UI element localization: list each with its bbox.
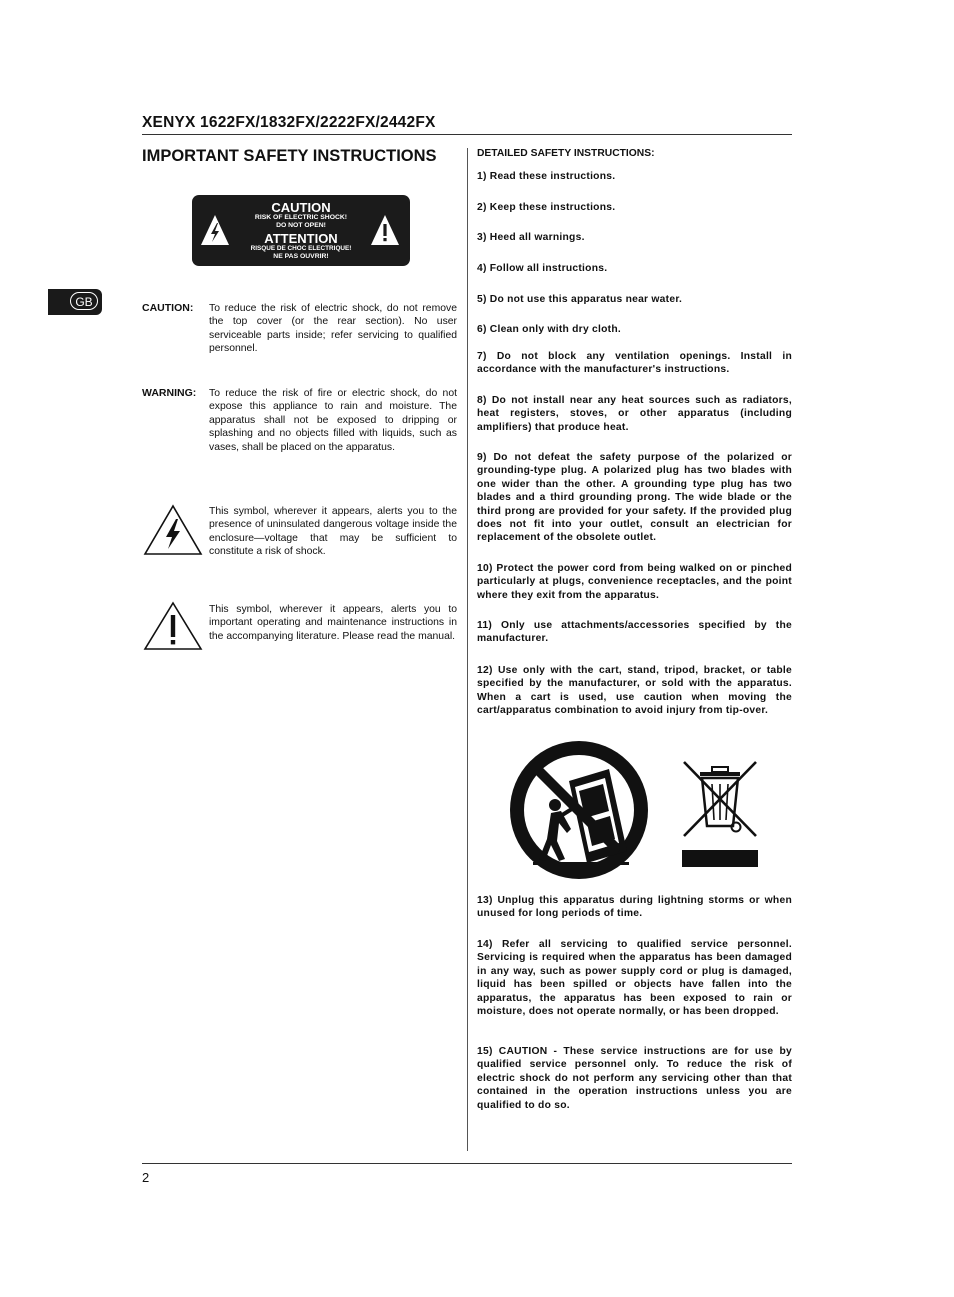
shock-symbol-text: This symbol, wherever it appears, alerts you to the presence of uninsulated dangerous voltage inside the enclosure—voltage that may be sufficient to constitute a risk of shock. xyxy=(209,506,457,558)
attention-risk-text: RISQUE DE CHOC ELECTRIQUE! xyxy=(250,245,352,252)
caution-label: CAUTION: xyxy=(142,302,194,314)
language-tab xyxy=(48,289,102,315)
attention-word: ATTENTION xyxy=(264,231,338,246)
instruction-item: 4) Follow all instructions. xyxy=(477,263,608,274)
attention-ne-pas-ouvrir: NE PAS OUVRIR! xyxy=(273,253,329,260)
warning-label: WARNING: xyxy=(142,387,197,399)
instruction-item: 1) Read these instructions. xyxy=(477,171,616,182)
exclamation-warning-icon xyxy=(370,213,400,247)
document-title: XENYX 1622FX/1832FX/2222FX/2442FX xyxy=(142,114,436,131)
caution-risk-text: RISK OF ELECTRIC SHOCK! xyxy=(254,214,348,221)
lightning-warning-icon xyxy=(200,213,230,247)
instruction-item: 7) Do not block any ventilation openings. Install in accordance with the manufacturer's instructions. xyxy=(477,351,792,376)
instruction-item: 2) Keep these instructions. xyxy=(477,202,616,213)
instruction-item: 3) Heed all warnings. xyxy=(477,232,585,243)
attention-symbol-text: This symbol, wherever it appears, alerts you to important operating and maintenance instructions in the accompanying literature. Please read the manual. xyxy=(209,604,457,642)
header-rule xyxy=(142,134,792,135)
caution-text: To reduce the risk of electric shock, do not remove the top cover (or the rear section). No user serviceable parts inside; refer servicing to qualified personnel. xyxy=(209,303,457,355)
detailed-instructions-heading: DETAILED SAFETY INSTRUCTIONS: xyxy=(477,148,655,159)
instruction-item: 14) Refer all servicing to qualified service personnel. Servicing is required when the apparatus has been damaged in any way, such as power supply cord or plug is damaged, liquid has been spilled or objects have fallen into the apparatus, the apparatus has been exposed to rain or moisture, does not operate normally, or has been dropped. xyxy=(477,939,792,1018)
page-number: 2 xyxy=(142,1170,150,1185)
instruction-item: 8) Do not install near any heat sources such as radiators, heat registers, stoves, or other apparatus (including amplifiers) that produce heat. xyxy=(477,395,792,433)
cart-tipover-warning-icon xyxy=(509,741,649,879)
section-title: IMPORTANT SAFETY INSTRUCTIONS xyxy=(142,147,437,165)
instruction-item: 15) CAUTION - These service instructions are for use by qualified service personnel only. To reduce the risk of electric shock do not perform any servicing other than that contained in the operation instructions unless you are qualified to do so. xyxy=(477,1046,792,1111)
instruction-item: 9) Do not defeat the safety purpose of the polarized or grounding-type plug. A polarized plug has two blades with one wider than the other. A grounding type plug has two blades and a third grounding prong. The wide blade or the third prong are provided for your safety. If the provided plug does not fit into your outlet, consult an electrician for replacement of the obsolete outlet. xyxy=(477,452,792,544)
weee-disposal-icon xyxy=(680,758,760,868)
instruction-item: 5) Do not use this apparatus near water. xyxy=(477,294,683,305)
instruction-item: 12) Use only with the cart, stand, tripod, bracket, or table specified by the manufacturer, or sold with the apparatus. When a cart is used, use caution when moving the cart/apparatus combination to avoid injury from tip-over. xyxy=(477,665,792,717)
caution-do-not-open: DO NOT OPEN! xyxy=(276,222,326,229)
exclamation-triangle-icon xyxy=(143,601,203,651)
warning-text: To reduce the risk of fire or electric shock, do not expose this appliance to rain and moisture. The apparatus shall not be exposed to dripping or splashing and no objects filled with liquids, such as vases, shall be placed on the apparatus. xyxy=(209,388,457,453)
instruction-item: 11) Only use attachments/accessories specified by the manufacturer. xyxy=(477,620,792,645)
instruction-item: 10) Protect the power cord from being walked on or pinched particularly at plugs, convenience receptacles, and the point where they exit from the apparatus. xyxy=(477,563,792,601)
instruction-item: 13) Unplug this apparatus during lightning storms or when unused for long periods of time. xyxy=(477,895,792,920)
lightning-triangle-icon xyxy=(143,504,203,556)
instruction-item: 6) Clean only with dry cloth. xyxy=(477,324,621,335)
footer-rule xyxy=(142,1163,792,1164)
column-divider xyxy=(467,148,468,1151)
caution-label-graphic xyxy=(192,195,410,266)
language-tab-label: GB xyxy=(70,292,98,310)
caution-word: CAUTION xyxy=(271,200,331,215)
